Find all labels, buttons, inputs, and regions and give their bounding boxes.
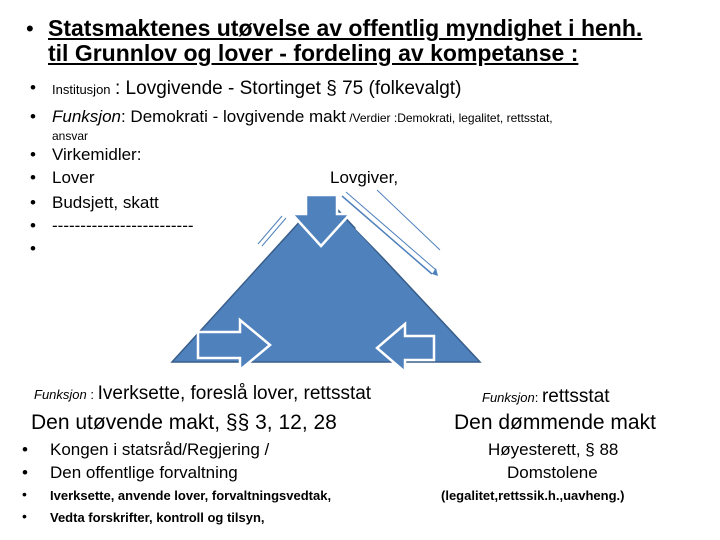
executive-funksjon-value: Iverksette, foreslå lover, rettsstat [97, 383, 372, 404]
judiciary-funksjon-value: rettsstat [541, 386, 610, 407]
funksjon-value: : Demokrati - lovgivende makt [120, 107, 346, 126]
lovgiver-label: Lovgiver, [330, 168, 399, 187]
funksjon-line [52, 107, 553, 127]
institusjon-value: : Lovgivende - Stortinget § 75 (folkevalgt) [115, 78, 462, 99]
executive-bullet-1: Kongen i statsråd/Regjering / [50, 440, 270, 459]
institusjon-label: Institusjon [52, 82, 111, 97]
judiciary-line-2: Domstolene [507, 463, 598, 482]
executive-bullet-2: Den offentlige forvaltning [50, 463, 238, 482]
executive-funksjon-label: Funksjon [34, 387, 87, 402]
bullet-icon: • [22, 440, 28, 459]
lover-item: Lover [52, 168, 95, 187]
judiciary-heading: Den dømmende makt [454, 411, 656, 434]
executive-small-bullet-1: Iverksette, anvende lover, forvaltningsvedtak, [50, 488, 332, 503]
budsjett-item: Budsjett, skatt [52, 193, 159, 212]
title-line-2: til Grunnlov og lover - fordeling av kompetanse : [48, 40, 579, 66]
bullet-icon: • [30, 78, 36, 97]
verdier-text: /Verdier :Demokrati, legalitet, rettsstat, [345, 111, 553, 125]
bullet-icon: • [30, 168, 36, 187]
funksjon-label: Funksjon [52, 107, 121, 126]
institusjon-line [52, 78, 461, 100]
judiciary-funksjon-label: Funksjon [482, 390, 535, 405]
title-line-1: Statsmaktenes utøvelse av offentlig myndighet i henh. [48, 15, 643, 41]
executive-heading: Den utøvende makt, §§ 3, 12, 28 [31, 411, 337, 434]
bullet-icon: • [30, 193, 36, 212]
judiciary-line-3: (legalitet,rettssik.h.,uavheng.) [441, 488, 625, 503]
page-title [48, 16, 642, 66]
executive-small-bullet-2: Vedta forskrifter, kontroll og tilsyn, [50, 510, 265, 525]
bullet-icon: • [26, 16, 34, 41]
judiciary-line-1: Høyesterett, § 88 [488, 440, 619, 459]
dash-line-item: ------------------------- [52, 216, 194, 235]
bullet-icon: • [30, 216, 36, 235]
bullet-icon: • [22, 508, 27, 524]
executive-funksjon-line: Funksjon : Iverksette, foreslå lover, rettsstat [34, 383, 372, 404]
bullet-icon: • [30, 107, 36, 126]
bullet-icon: • [30, 145, 36, 164]
bullet-icon: • [30, 239, 36, 258]
ansvar-text: ansvar [52, 129, 89, 143]
judiciary-funksjon-line: Funksjon: rettsstat [482, 386, 610, 407]
virkemidler-heading: Virkemidler: [52, 145, 142, 164]
bullet-icon: • [22, 486, 27, 502]
bullet-icon: • [22, 463, 28, 482]
